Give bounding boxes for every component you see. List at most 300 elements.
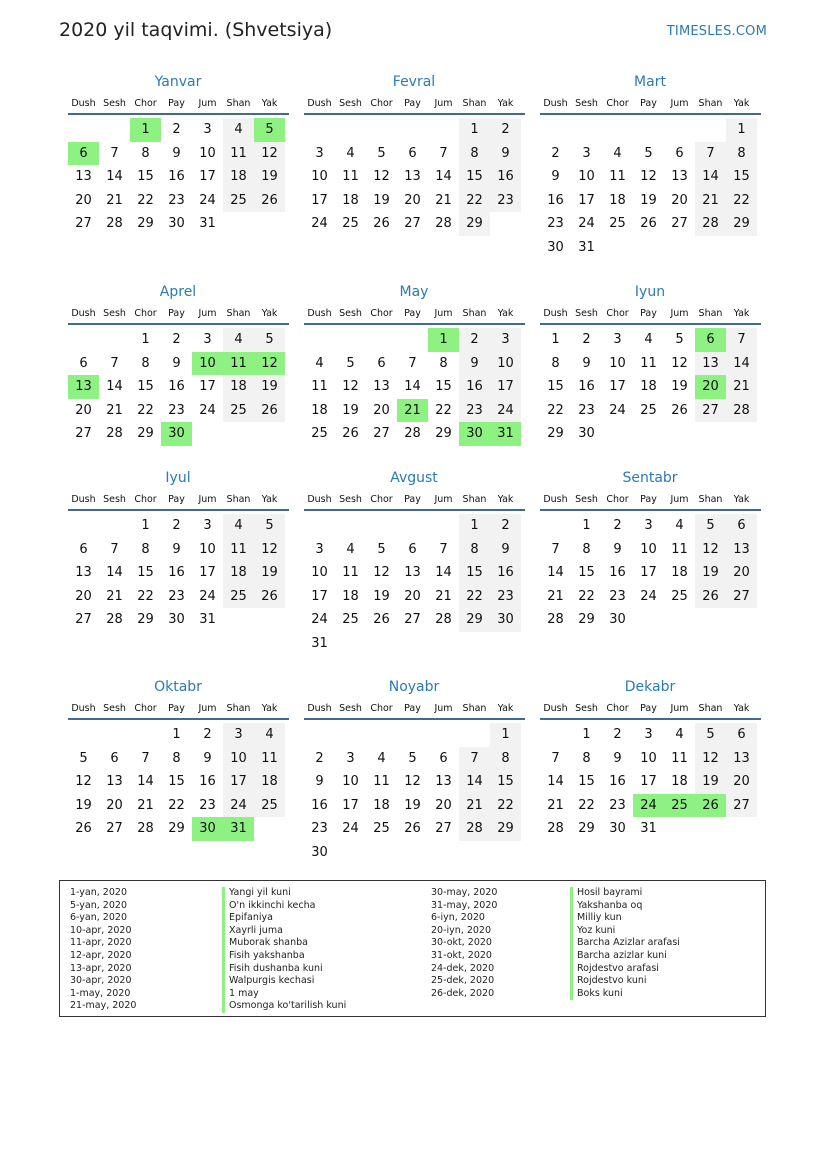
holiday-day: 24 (633, 794, 664, 818)
legend-holiday-name: Fisih dushanba kuni (222, 963, 346, 976)
empty-cell (366, 514, 397, 538)
weekday-label: Chor (370, 308, 393, 319)
day-cell: 18 (373, 797, 390, 813)
weekday-label: Chor (606, 494, 629, 505)
day-cell: 11 (640, 355, 657, 371)
day-cell: 29 (726, 212, 757, 236)
legend-dates-left (70, 887, 136, 1013)
day-cell: 15 (459, 165, 490, 189)
day-cell: 23 (547, 216, 564, 231)
weekday-label: Shan (462, 494, 487, 505)
weekday-label: Yak (733, 98, 750, 109)
day-cell: 27 (75, 216, 92, 231)
day-grid (304, 328, 525, 446)
day-cell: 20 (726, 561, 757, 585)
day-cell: 2 (459, 328, 490, 352)
day-cell: 19 (695, 561, 726, 585)
day-cell: 28 (547, 612, 564, 627)
month-name: Aprel (159, 284, 197, 300)
day-cell: 4 (223, 328, 254, 352)
weekday-label: Yak (261, 308, 278, 319)
month-noyabr (303, 678, 525, 864)
day-cell: 4 (675, 727, 684, 742)
day-cell: 27 (373, 426, 390, 441)
day-cell: 15 (435, 379, 452, 394)
weekday-label: Sesh (575, 703, 598, 714)
month-avgust (303, 469, 525, 655)
day-cell: 5 (695, 723, 726, 747)
day-cell: 12 (254, 538, 285, 562)
day-cell: 1 (459, 118, 490, 142)
day-cell: 14 (459, 770, 490, 794)
weekday-label: Pay (168, 703, 185, 714)
month-name: Avgust (390, 470, 438, 486)
day-cell: 12 (254, 142, 285, 166)
day-cell: 10 (640, 750, 657, 766)
weekday-label: Yak (261, 494, 278, 505)
holiday-day: 21 (397, 399, 428, 423)
day-cell: 20 (75, 402, 92, 418)
weekday-label: Jum (434, 98, 453, 109)
day-cell: 11 (223, 142, 254, 166)
holiday-day: 31 (223, 817, 254, 841)
day-cell: 9 (172, 541, 181, 557)
day-cell: 28 (106, 612, 123, 627)
empty-cell (304, 723, 335, 747)
day-cell: 30 (578, 426, 595, 441)
holiday-day: 10 (192, 352, 223, 376)
day-cell: 29 (137, 426, 154, 441)
day-cell: 4 (675, 518, 684, 533)
weekday-label: Shan (226, 703, 251, 714)
weekday-label: Jum (434, 703, 453, 714)
day-cell: 16 (609, 565, 626, 580)
day-cell: 25 (223, 399, 254, 423)
day-cell: 18 (223, 165, 254, 189)
day-cell: 26 (404, 821, 421, 836)
day-cell: 19 (254, 375, 285, 399)
weekday-label: Dush (307, 308, 332, 319)
day-cell: 13 (75, 565, 92, 580)
weekday-label: Pay (404, 494, 421, 505)
month-name: Iyul (165, 470, 191, 486)
day-cell: 2 (490, 514, 521, 538)
day-cell: 19 (75, 797, 92, 813)
weekday-label: Dush (71, 98, 96, 109)
day-cell: 7 (551, 541, 560, 557)
day-cell: 17 (199, 565, 216, 580)
legend-date: 31-okt, 2020 (431, 949, 492, 961)
weekday-label: Jum (670, 494, 689, 505)
day-cell: 28 (695, 212, 726, 236)
day-cell: 10 (490, 352, 521, 376)
day-cell: 23 (459, 399, 490, 423)
day-cell: 21 (106, 588, 123, 604)
legend-holiday-name: Barcha Azizlar arafasi (570, 937, 680, 950)
day-cell: 11 (671, 541, 688, 557)
day-cell: 16 (490, 561, 521, 585)
legend-date: 6-iyn, 2020 (431, 912, 485, 924)
day-cell: 30 (490, 608, 521, 632)
day-cell: 7 (439, 145, 448, 161)
day-cell: 3 (315, 541, 324, 557)
day-cell: 17 (199, 169, 216, 184)
day-cell: 16 (199, 774, 216, 789)
weekday-label: Dush (71, 494, 96, 505)
holiday-day: 6 (695, 328, 726, 352)
legend-holiday-name: Milliy kun (570, 912, 680, 925)
day-cell: 29 (459, 212, 490, 236)
day-cell: 21 (459, 794, 490, 818)
legend-date: 10-apr, 2020 (70, 924, 132, 936)
day-cell: 20 (404, 588, 421, 604)
weekday-label: Jum (434, 308, 453, 319)
day-cell: 26 (342, 426, 359, 441)
day-cell: 26 (254, 585, 285, 609)
weekday-label: Sesh (575, 98, 598, 109)
legend-date: 20-iyn, 2020 (431, 924, 492, 936)
day-cell: 15 (578, 565, 595, 580)
day-cell: 18 (254, 770, 285, 794)
day-cell: 5 (408, 750, 417, 766)
day-cell: 9 (172, 355, 181, 371)
weekday-label: Dush (543, 703, 568, 714)
day-cell: 25 (609, 216, 626, 231)
day-grid (68, 328, 289, 446)
weekday-label: Yak (261, 98, 278, 109)
day-cell: 23 (311, 821, 328, 836)
day-cell: 3 (644, 727, 653, 742)
day-cell: 17 (578, 192, 595, 208)
day-cell: 2 (172, 332, 181, 347)
day-cell: 13 (373, 379, 390, 394)
day-cell: 19 (671, 379, 688, 394)
day-cell: 10 (609, 355, 626, 371)
day-cell: 14 (106, 379, 123, 394)
legend-holiday-name: Rojdestvo kuni (570, 975, 680, 988)
day-cell: 8 (439, 355, 448, 371)
day-cell: 13 (75, 169, 92, 184)
day-cell: 14 (695, 165, 726, 189)
day-cell: 25 (640, 402, 657, 418)
empty-cell (366, 328, 397, 352)
day-cell: 6 (408, 541, 417, 557)
day-cell: 16 (547, 192, 564, 208)
day-cell: 21 (547, 797, 564, 813)
weekday-label: Dush (543, 98, 568, 109)
weekday-label: Dush (71, 703, 96, 714)
weekday-label: Shan (462, 98, 487, 109)
weekday-header (304, 493, 525, 511)
day-cell: 3 (346, 750, 355, 766)
day-cell: 31 (311, 635, 328, 651)
day-cell: 6 (110, 750, 119, 766)
empty-cell (304, 118, 335, 142)
day-cell: 18 (640, 379, 657, 394)
day-cell: 29 (578, 821, 595, 836)
day-cell: 29 (490, 817, 521, 841)
day-cell: 23 (490, 585, 521, 609)
day-cell: 20 (75, 192, 92, 208)
day-cell: 22 (168, 797, 185, 813)
legend-date: 30-okt, 2020 (431, 937, 492, 949)
day-cell: 12 (373, 565, 390, 580)
weekday-label: Shan (462, 703, 487, 714)
day-cell: 8 (172, 750, 181, 766)
weekday-label: Sesh (575, 308, 598, 319)
weekday-label: Sesh (575, 494, 598, 505)
day-cell: 24 (199, 588, 216, 604)
weekday-header (68, 97, 289, 115)
empty-cell (68, 514, 99, 538)
empty-cell (335, 328, 366, 352)
day-cell: 10 (223, 747, 254, 771)
day-cell: 8 (141, 355, 150, 371)
day-cell: 22 (578, 797, 595, 813)
holiday-day: 26 (695, 794, 726, 818)
weekday-label: Sesh (339, 308, 362, 319)
day-cell: 27 (671, 216, 688, 231)
day-cell: 7 (551, 750, 560, 766)
day-cell: 27 (75, 612, 92, 627)
day-cell: 25 (223, 189, 254, 213)
weekday-header (68, 702, 289, 720)
day-cell: 6 (726, 723, 757, 747)
day-cell: 4 (346, 145, 355, 161)
day-cell: 4 (223, 118, 254, 142)
holiday-day: 20 (695, 375, 726, 399)
page-title: 2020 yil taqvimi. (Shvetsiya) (59, 19, 333, 41)
day-cell: 3 (203, 332, 212, 347)
day-grid (68, 723, 289, 841)
weekday-label: Chor (134, 703, 157, 714)
day-cell: 3 (490, 328, 521, 352)
weekday-label: Shan (698, 703, 723, 714)
empty-cell (602, 118, 633, 142)
day-cell: 8 (141, 145, 150, 161)
day-cell: 9 (315, 774, 324, 789)
weekday-label: Pay (404, 308, 421, 319)
weekday-label: Pay (168, 494, 185, 505)
day-cell: 1 (459, 514, 490, 538)
empty-cell (99, 514, 130, 538)
day-cell: 18 (223, 375, 254, 399)
day-cell: 22 (490, 794, 521, 818)
day-cell: 17 (640, 774, 657, 789)
day-cell: 6 (675, 145, 684, 161)
month-iyul (67, 469, 289, 632)
weekday-label: Jum (198, 494, 217, 505)
day-cell: 2 (203, 727, 212, 742)
day-cell: 9 (582, 355, 591, 371)
legend-date: 12-apr, 2020 (70, 949, 132, 961)
day-cell: 9 (459, 352, 490, 376)
day-cell: 12 (695, 747, 726, 771)
empty-cell (335, 723, 366, 747)
day-cell: 5 (346, 355, 355, 371)
day-cell: 15 (459, 561, 490, 585)
day-cell: 30 (168, 612, 185, 627)
day-cell: 27 (726, 585, 757, 609)
legend-holiday-name: Fisih yakshanba (222, 950, 346, 963)
day-cell: 16 (578, 379, 595, 394)
empty-cell (428, 514, 459, 538)
weekday-label: Sesh (339, 494, 362, 505)
day-cell: 29 (435, 426, 452, 441)
holiday-day: 30 (161, 422, 192, 446)
legend-names-right (570, 887, 680, 1000)
month-may (303, 283, 525, 446)
empty-cell (366, 723, 397, 747)
day-cell: 19 (373, 588, 390, 604)
month-sentabr (539, 469, 761, 632)
day-cell: 28 (106, 426, 123, 441)
day-cell: 13 (726, 747, 757, 771)
legend-date: 6-yan, 2020 (70, 912, 127, 924)
day-cell: 15 (490, 770, 521, 794)
day-cell: 16 (168, 565, 185, 580)
day-cell: 8 (582, 750, 591, 766)
day-cell: 30 (168, 216, 185, 231)
day-cell: 20 (726, 770, 757, 794)
day-cell: 10 (199, 541, 216, 557)
weekday-label: Shan (698, 308, 723, 319)
weekday-label: Jum (198, 308, 217, 319)
empty-cell (540, 514, 571, 538)
empty-cell (68, 328, 99, 352)
day-cell: 13 (435, 774, 452, 789)
day-cell: 2 (315, 750, 324, 766)
day-cell: 24 (342, 821, 359, 836)
legend-date: 26-dek, 2020 (431, 987, 495, 999)
day-cell: 25 (254, 794, 285, 818)
day-cell: 28 (726, 399, 757, 423)
weekday-label: Shan (226, 494, 251, 505)
day-cell: 4 (377, 750, 386, 766)
day-cell: 23 (609, 797, 626, 813)
month-name: Yanvar (154, 74, 202, 90)
weekday-header (540, 307, 761, 325)
day-cell: 12 (640, 169, 657, 184)
day-cell: 13 (404, 565, 421, 580)
empty-cell (397, 118, 428, 142)
weekday-label: Yak (497, 98, 514, 109)
weekday-label: Sesh (103, 98, 126, 109)
weekday-label: Yak (497, 494, 514, 505)
day-cell: 27 (75, 426, 92, 441)
day-cell: 30 (609, 821, 626, 836)
day-cell: 26 (671, 402, 688, 418)
empty-cell (571, 118, 602, 142)
empty-cell (335, 514, 366, 538)
weekday-label: Pay (640, 98, 657, 109)
day-cell: 9 (490, 538, 521, 562)
day-cell: 28 (547, 821, 564, 836)
empty-cell (428, 723, 459, 747)
day-cell: 24 (578, 216, 595, 231)
day-cell: 14 (547, 774, 564, 789)
weekday-label: Shan (226, 98, 251, 109)
day-cell: 23 (168, 588, 185, 604)
day-cell: 30 (547, 239, 564, 255)
site-link[interactable]: TIMESLES.COM (666, 24, 767, 39)
day-cell: 30 (311, 844, 328, 860)
day-cell: 29 (137, 216, 154, 231)
holiday-day: 12 (254, 352, 285, 376)
day-cell: 17 (342, 797, 359, 813)
day-cell: 31 (199, 216, 216, 231)
legend-date: 21-may, 2020 (70, 1000, 137, 1012)
day-cell: 12 (404, 774, 421, 789)
day-cell: 20 (106, 797, 123, 813)
day-cell: 13 (106, 774, 123, 789)
month-name: Noyabr (388, 679, 440, 695)
month-mart (539, 73, 761, 259)
day-cell: 3 (644, 518, 653, 533)
weekday-label: Pay (168, 98, 185, 109)
day-cell: 16 (609, 774, 626, 789)
day-grid (540, 514, 761, 632)
legend-holiday-name: Boks kuni (570, 988, 680, 1001)
weekday-label: Shan (698, 98, 723, 109)
day-cell: 4 (644, 332, 653, 347)
holiday-day: 13 (68, 375, 99, 399)
day-cell: 29 (459, 608, 490, 632)
day-cell: 10 (311, 565, 328, 580)
day-cell: 1 (726, 118, 757, 142)
weekday-label: Chor (370, 494, 393, 505)
day-cell: 28 (404, 426, 421, 441)
day-cell: 16 (311, 797, 328, 813)
weekday-header (304, 702, 525, 720)
day-grid (68, 514, 289, 632)
day-cell: 25 (223, 585, 254, 609)
day-cell: 9 (613, 750, 622, 766)
weekday-label: Chor (606, 98, 629, 109)
day-cell: 18 (342, 588, 359, 604)
day-cell: 1 (551, 332, 560, 347)
day-cell: 25 (342, 612, 359, 627)
day-cell: 16 (490, 165, 521, 189)
weekday-label: Yak (497, 703, 514, 714)
day-cell: 31 (199, 612, 216, 627)
day-cell: 25 (311, 426, 328, 441)
day-cell: 21 (137, 797, 154, 813)
legend-dates-right (431, 887, 497, 1000)
day-cell: 11 (609, 169, 626, 184)
holiday-day: 5 (254, 118, 285, 142)
day-cell: 28 (137, 821, 154, 836)
day-cell: 13 (726, 538, 757, 562)
day-cell: 16 (168, 169, 185, 184)
day-cell: 17 (640, 565, 657, 580)
month-iyun (539, 283, 761, 446)
day-cell: 27 (726, 794, 757, 818)
day-cell: 19 (254, 561, 285, 585)
empty-cell (304, 328, 335, 352)
day-cell: 3 (582, 145, 591, 161)
day-cell: 12 (373, 169, 390, 184)
legend-holiday-name: Xayrli juma (222, 925, 346, 938)
day-cell: 21 (435, 588, 452, 604)
day-cell: 1 (141, 332, 150, 347)
day-cell: 11 (671, 750, 688, 766)
day-cell: 13 (695, 352, 726, 376)
empty-cell (99, 118, 130, 142)
empty-cell (304, 514, 335, 538)
day-cell: 17 (199, 379, 216, 394)
weekday-label: Chor (370, 98, 393, 109)
